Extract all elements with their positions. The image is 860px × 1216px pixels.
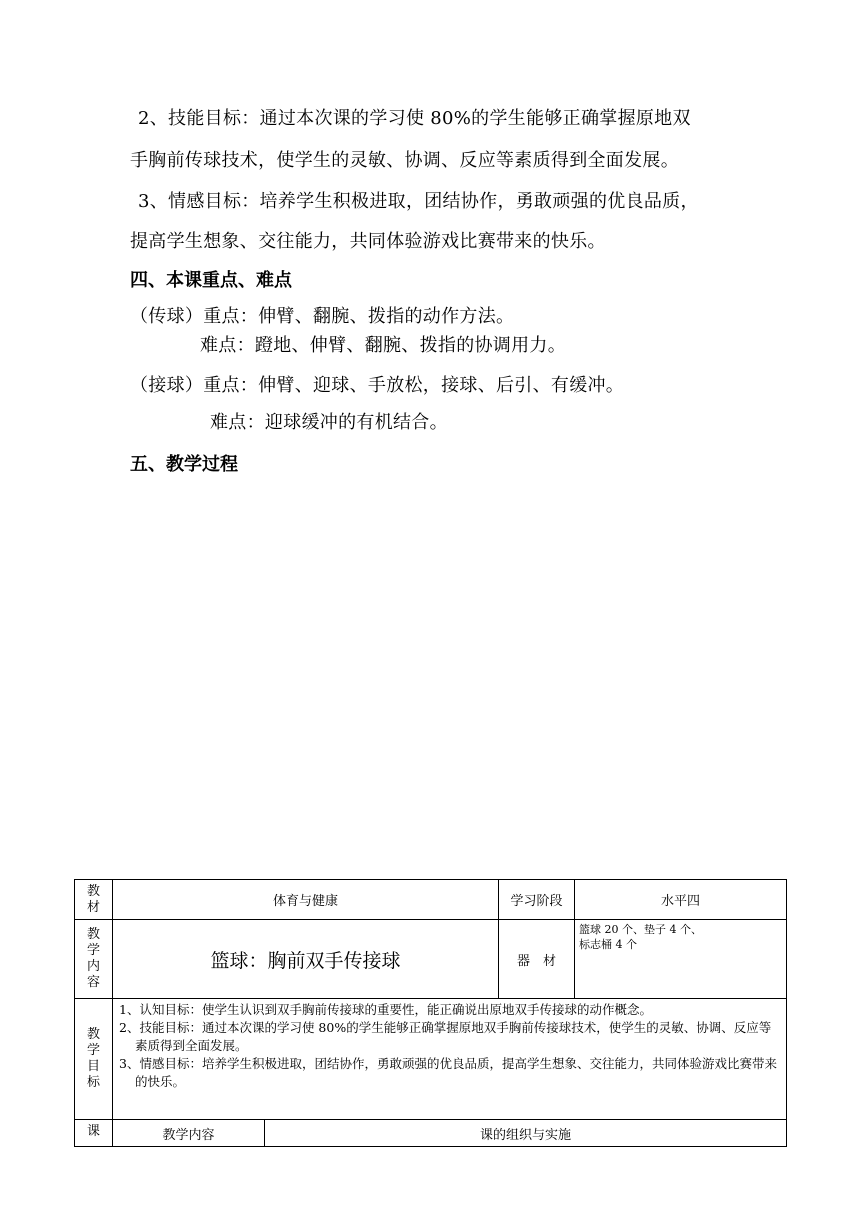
organization-header-cell: 课的组织与实施: [265, 1120, 787, 1147]
lesson-plan-table: [74, 879, 787, 1147]
table-row: [75, 880, 787, 920]
table-row: [75, 1120, 787, 1147]
text-line: 手胸前传球技术，使学生的灵敏、协调、反应等素质得到全面发展。: [130, 150, 679, 171]
equipment-label-cell: 器 材: [499, 920, 575, 999]
pass-key-point: （传球）重点：伸臂、翻腕、拨指的动作方法。: [130, 306, 515, 327]
text-line: 提高学生想象、交往能力，共同体验游戏比赛带来的快乐。: [130, 231, 606, 252]
goals-cell: [113, 999, 787, 1120]
table-row: [75, 920, 787, 999]
catch-key-point: （接球）重点：伸臂、迎球、手放松，接球、后引、有缓冲。: [130, 375, 625, 396]
text-line: 3、情感目标：培养学生积极进取，团结协作，勇敢顽强的优良品质，: [138, 191, 699, 212]
subject-cell: 体育与健康: [113, 880, 499, 920]
label-cell: [75, 880, 113, 920]
label-text: 教 材: [86, 883, 100, 915]
label-text: 教 学 目 标: [86, 1027, 100, 1090]
catch-difficulty: 难点：迎球缓冲的有机结合。: [210, 412, 448, 433]
goal-item: 2、技能目标：通过本次课的学习使 80%的学生能够正确掌握原地双手胸前传接球技术，使学生的灵敏、协调、反应等素质得到全面发展。: [119, 1020, 772, 1053]
equipment-value-cell: [575, 920, 787, 999]
label-cell: [75, 999, 113, 1120]
equipment-text: 篮球 20 个、垫子 4 个、 标志桶 4 个: [579, 923, 702, 951]
content-cell: 篮球：胸前双手传接球: [113, 920, 499, 999]
table-row: [75, 999, 787, 1120]
text-line: 2、技能目标：通过本次课的学习使 80%的学生能够正确掌握原地双: [138, 108, 691, 129]
label-text: 教 学 内 容: [86, 927, 100, 990]
pass-difficulty: 难点：蹬地、伸臂、翻腕、拨指的协调用力。: [200, 335, 566, 356]
stage-value-cell: 水平四: [575, 880, 787, 920]
goal-item: 3、情感目标：培养学生积极进取，团结协作，勇敢顽强的优良品质，提高学生想象、交往能力，共同体验游戏比赛带来的快乐。: [119, 1056, 777, 1089]
stage-label-cell: 学习阶段: [499, 880, 575, 920]
section-heading-key-points: 四、本课重点、难点: [130, 270, 292, 291]
section-heading-process: 五、教学过程: [130, 454, 238, 475]
label-cell: 课: [75, 1120, 113, 1147]
label-cell: [75, 920, 113, 999]
goal-item: 1、认知目标：使学生认识到双手胸前传接球的重要性，能正确说出原地双手传接球的动作概念。: [119, 1002, 652, 1017]
content-header-cell: 教学内容: [113, 1120, 265, 1147]
